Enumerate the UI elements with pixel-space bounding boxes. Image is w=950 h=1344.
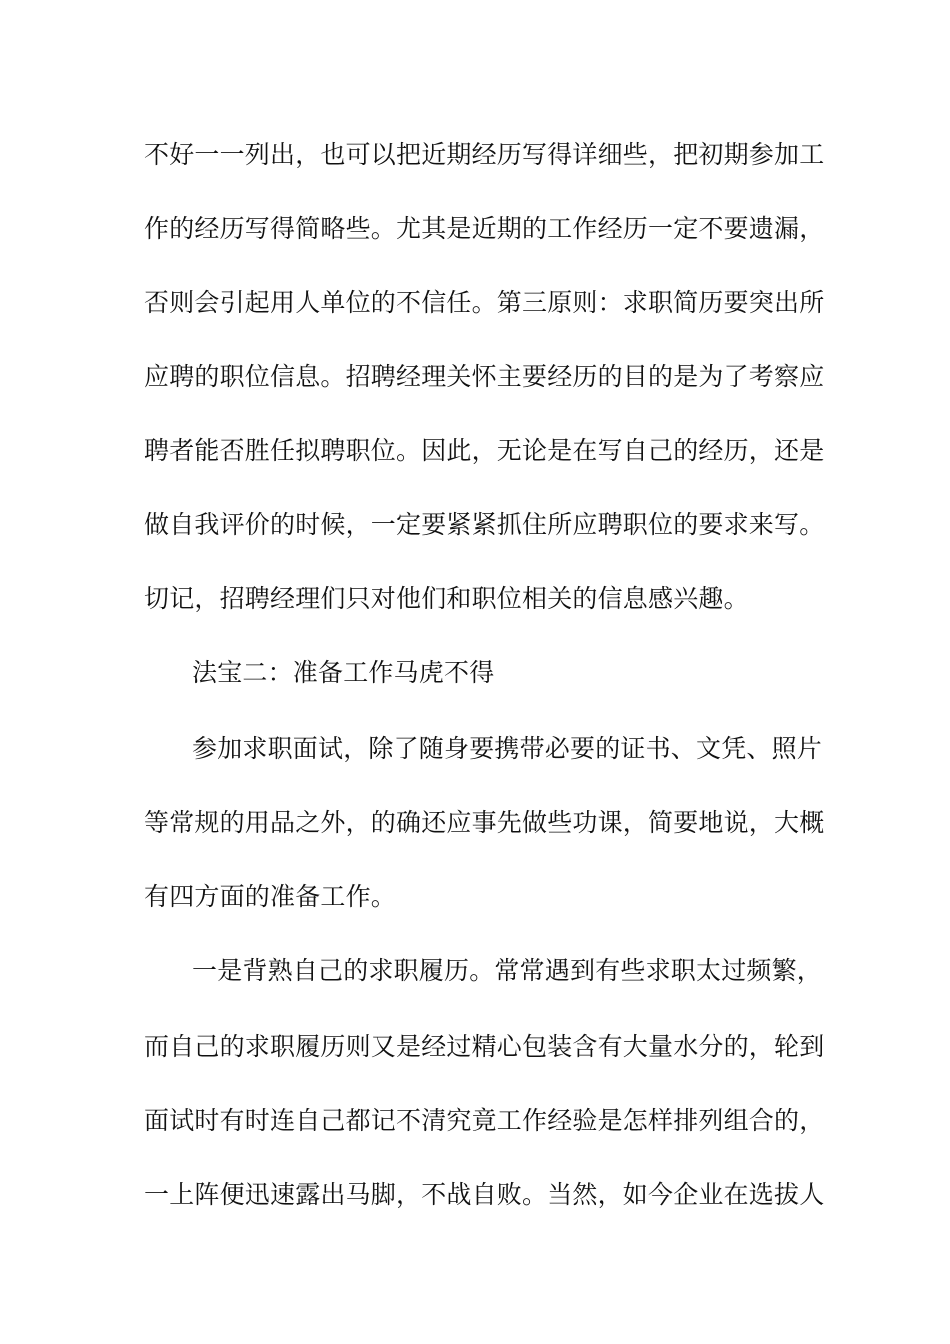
paragraph-line: 面试时有时连自己都记不清究竟工作经验是怎样排列组合的， xyxy=(144,1106,825,1135)
paragraph-line: 切记，招聘经理们只对他们和职位相关的信息感兴趣。 xyxy=(144,584,749,613)
paragraph-line: 等常规的用品之外，的确还应事先做些功课，简要地说，大概 xyxy=(144,808,825,837)
paragraph-line: 否则会引起用人单位的不信任。第三原则：求职简历要突出所 xyxy=(144,288,825,317)
paragraph-line: 作的经历写得简略些。尤其是近期的工作经历一定不要遗漏， xyxy=(144,214,825,243)
paragraph-line: 一上阵便迅速露出马脚，不战自败。当然，如今企业在选拔人 xyxy=(144,1180,825,1209)
paragraph-line: 参加求职面试，除了随身要携带必要的证书、文凭、照片 xyxy=(192,734,823,763)
paragraph-line: 不好一一列出，也可以把近期经历写得详细些，把初期参加工 xyxy=(144,140,825,169)
paragraph-line: 一是背熟自己的求职履历。常常遇到有些求职太过频繁， xyxy=(192,956,823,985)
paragraph-line: 应聘的职位信息。招聘经理关怀主要经历的目的是为了考察应 xyxy=(144,362,825,391)
section-heading: 法宝二：准备工作马虎不得 xyxy=(192,658,495,687)
paragraph-line: 做自我评价的时候，一定要紧紧抓住所应聘职位的要求来写。 xyxy=(144,510,825,539)
paragraph-line: 聘者能否胜任拟聘职位。因此，无论是在写自己的经历，还是 xyxy=(144,436,825,465)
paragraph-line: 而自己的求职履历则又是经过精心包装含有大量水分的，轮到 xyxy=(144,1032,825,1061)
paragraph-line: 有四方面的准备工作。 xyxy=(144,882,397,911)
